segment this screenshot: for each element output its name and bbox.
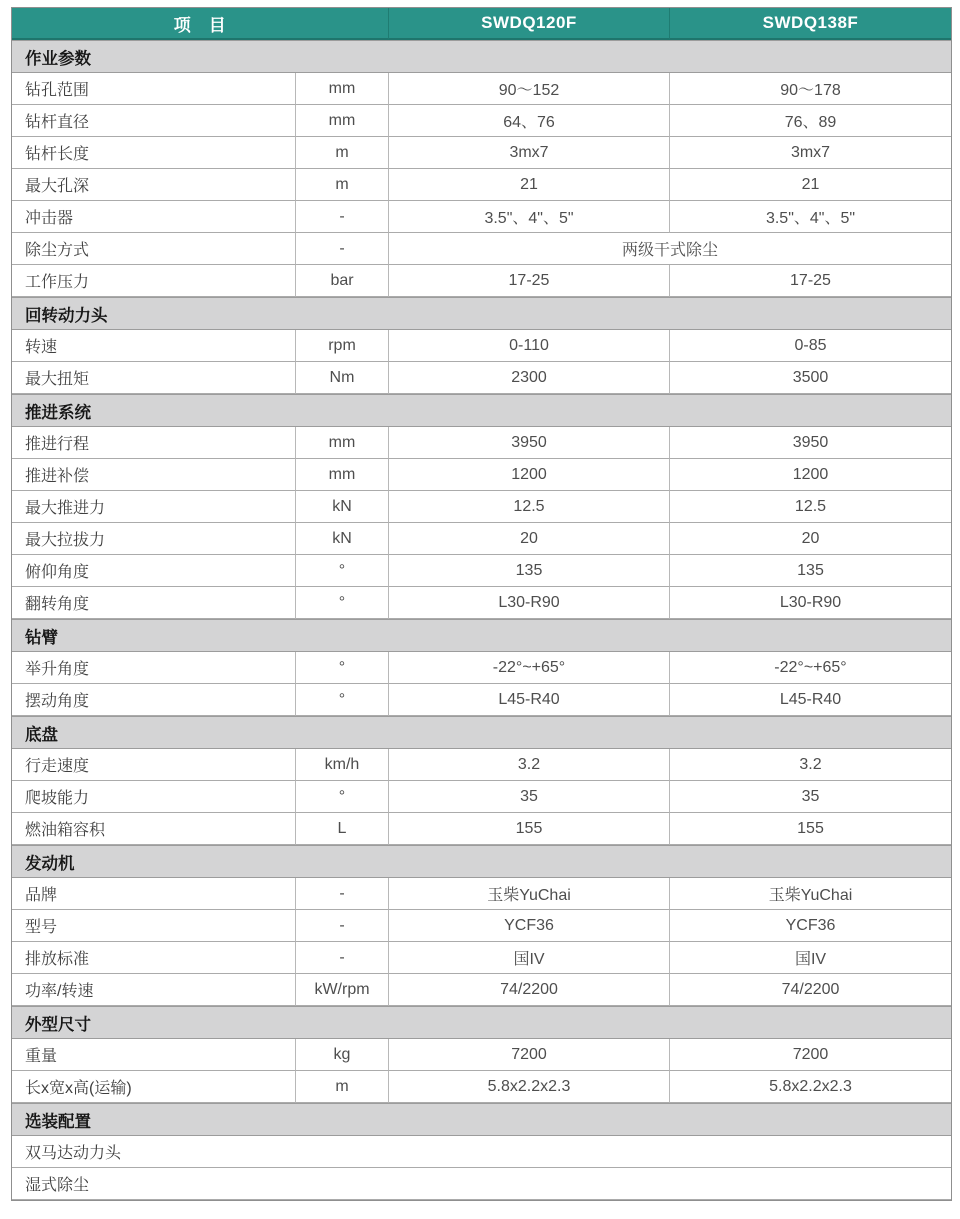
section-row <box>12 297 951 330</box>
row-value-model2: 玉柴YuChai <box>670 878 951 910</box>
row-label: 举升角度 <box>12 652 296 684</box>
row-unit: ° <box>296 781 389 813</box>
row-value-model1: 17-25 <box>389 265 670 297</box>
row-unit: kW/rpm <box>296 974 389 1006</box>
row-value-model1: 国IV <box>389 942 670 974</box>
section-row <box>12 716 951 749</box>
header-row <box>12 8 951 40</box>
spec-row <box>12 330 951 362</box>
row-label: 推进行程 <box>12 427 296 459</box>
spec-row <box>12 201 951 233</box>
row-unit: - <box>296 878 389 910</box>
row-value-model2: 3.5"、4"、5" <box>670 201 951 233</box>
row-label: 双马达动力头 <box>12 1136 951 1168</box>
section-title: 发动机 <box>12 845 951 878</box>
row-label: 最大拉拔力 <box>12 523 296 555</box>
row-label: 爬坡能力 <box>12 781 296 813</box>
row-value-model1: 玉柴YuChai <box>389 878 670 910</box>
spec-table <box>11 7 952 1201</box>
row-value-model1: 90～152 <box>389 73 670 105</box>
spec-row <box>12 813 951 845</box>
row-value-model2: 3.2 <box>670 749 951 781</box>
spec-row <box>12 362 951 394</box>
row-value-model2: 35 <box>670 781 951 813</box>
row-value-model1: 64、76 <box>389 105 670 137</box>
row-label: 最大孔深 <box>12 169 296 201</box>
spec-row <box>12 974 951 1006</box>
row-value-model1: 35 <box>389 781 670 813</box>
row-value-model1: 12.5 <box>389 491 670 523</box>
spec-row <box>12 652 951 684</box>
section-row <box>12 1006 951 1039</box>
row-value-model2: -22°~+65° <box>670 652 951 684</box>
spec-row <box>12 459 951 491</box>
section-title: 外型尺寸 <box>12 1006 951 1039</box>
spec-row <box>12 73 951 105</box>
row-value-model1: YCF36 <box>389 910 670 942</box>
row-value-model2: L45-R40 <box>670 684 951 716</box>
row-value-model2: L30-R90 <box>670 587 951 619</box>
row-unit: ° <box>296 555 389 587</box>
row-value-model2: 3950 <box>670 427 951 459</box>
row-unit: bar <box>296 265 389 297</box>
row-value-model2: 90～178 <box>670 73 951 105</box>
row-value-merged: 两级干式除尘 <box>389 233 951 265</box>
row-value-model2: 155 <box>670 813 951 845</box>
row-value-model2: 7200 <box>670 1039 951 1071</box>
section-title: 作业参数 <box>12 40 951 73</box>
row-label: 湿式除尘 <box>12 1168 951 1200</box>
row-label: 翻转角度 <box>12 587 296 619</box>
row-value-model2: 20 <box>670 523 951 555</box>
row-unit: km/h <box>296 749 389 781</box>
row-label: 重量 <box>12 1039 296 1071</box>
row-value-model1: 5.8x2.2x2.3 <box>389 1071 670 1103</box>
spec-row <box>12 491 951 523</box>
spec-row <box>12 169 951 201</box>
spec-row <box>12 523 951 555</box>
row-label: 燃油箱容积 <box>12 813 296 845</box>
spec-row <box>12 555 951 587</box>
row-value-model1: 74/2200 <box>389 974 670 1006</box>
row-value-model1: 2300 <box>389 362 670 394</box>
spec-row <box>12 1071 951 1103</box>
row-label: 摆动角度 <box>12 684 296 716</box>
row-value-model2: 74/2200 <box>670 974 951 1006</box>
row-label: 功率/转速 <box>12 974 296 1006</box>
row-value-model1: -22°~+65° <box>389 652 670 684</box>
section-row <box>12 40 951 73</box>
row-unit: - <box>296 910 389 942</box>
row-label: 俯仰角度 <box>12 555 296 587</box>
spec-table-body <box>12 40 951 1200</box>
header-model-swdq138f: SWDQ138F <box>670 8 951 40</box>
row-value-model1: 155 <box>389 813 670 845</box>
row-label: 钻杆直径 <box>12 105 296 137</box>
row-value-model1: 3mx7 <box>389 137 670 169</box>
row-value-model2: 0-85 <box>670 330 951 362</box>
row-label: 最大推进力 <box>12 491 296 523</box>
row-value-model2: 17-25 <box>670 265 951 297</box>
spec-row <box>12 684 951 716</box>
spec-row <box>12 942 951 974</box>
spec-row <box>12 265 951 297</box>
spec-row <box>12 781 951 813</box>
row-value-model2: 5.8x2.2x2.3 <box>670 1071 951 1103</box>
section-title: 钻臂 <box>12 619 951 652</box>
row-unit: ° <box>296 652 389 684</box>
row-value-model1: 1200 <box>389 459 670 491</box>
row-unit: mm <box>296 73 389 105</box>
spec-row <box>12 137 951 169</box>
section-title: 推进系统 <box>12 394 951 427</box>
row-unit: mm <box>296 427 389 459</box>
spec-row <box>12 1039 951 1071</box>
row-unit: mm <box>296 105 389 137</box>
section-title: 选装配置 <box>12 1103 951 1136</box>
section-row <box>12 394 951 427</box>
row-unit: kg <box>296 1039 389 1071</box>
section-row <box>12 1103 951 1136</box>
spec-row <box>12 910 951 942</box>
row-label: 行走速度 <box>12 749 296 781</box>
row-label: 型号 <box>12 910 296 942</box>
row-value-model2: 21 <box>670 169 951 201</box>
row-value-model2: 135 <box>670 555 951 587</box>
row-value-model2: 12.5 <box>670 491 951 523</box>
row-value-model1: 3.2 <box>389 749 670 781</box>
row-label: 工作压力 <box>12 265 296 297</box>
row-unit: - <box>296 233 389 265</box>
spec-row <box>12 427 951 459</box>
row-unit: - <box>296 942 389 974</box>
row-unit: rpm <box>296 330 389 362</box>
row-label: 排放标准 <box>12 942 296 974</box>
spec-row <box>12 1136 951 1168</box>
spec-row <box>12 878 951 910</box>
row-label: 转速 <box>12 330 296 362</box>
spec-row <box>12 233 951 265</box>
row-unit: m <box>296 169 389 201</box>
row-value-model2: 3500 <box>670 362 951 394</box>
row-label: 长x宽x高(运输) <box>12 1071 296 1103</box>
row-value-model2: 76、89 <box>670 105 951 137</box>
row-label: 推进补偿 <box>12 459 296 491</box>
section-row <box>12 619 951 652</box>
row-value-model1: L30-R90 <box>389 587 670 619</box>
spec-row <box>12 749 951 781</box>
row-unit: L <box>296 813 389 845</box>
spec-row <box>12 105 951 137</box>
row-unit: ° <box>296 684 389 716</box>
row-label: 钻杆长度 <box>12 137 296 169</box>
spec-row <box>12 1168 951 1200</box>
row-label: 品牌 <box>12 878 296 910</box>
row-value-model2: 3mx7 <box>670 137 951 169</box>
section-title: 回转动力头 <box>12 297 951 330</box>
row-unit: kN <box>296 523 389 555</box>
header-item-column: 项 目 <box>12 8 389 40</box>
row-label: 最大扭矩 <box>12 362 296 394</box>
row-unit: mm <box>296 459 389 491</box>
row-unit: kN <box>296 491 389 523</box>
header-model-swdq120f: SWDQ120F <box>389 8 670 40</box>
section-title: 底盘 <box>12 716 951 749</box>
row-value-model1: 135 <box>389 555 670 587</box>
row-value-model1: 7200 <box>389 1039 670 1071</box>
row-value-model1: L45-R40 <box>389 684 670 716</box>
row-label: 除尘方式 <box>12 233 296 265</box>
section-row <box>12 845 951 878</box>
spec-row <box>12 587 951 619</box>
row-value-model1: 21 <box>389 169 670 201</box>
row-label: 冲击器 <box>12 201 296 233</box>
row-unit: ° <box>296 587 389 619</box>
row-unit: - <box>296 201 389 233</box>
row-value-model2: 1200 <box>670 459 951 491</box>
row-value-model2: YCF36 <box>670 910 951 942</box>
row-unit: m <box>296 1071 389 1103</box>
row-value-model1: 3950 <box>389 427 670 459</box>
row-unit: Nm <box>296 362 389 394</box>
row-label: 钻孔范围 <box>12 73 296 105</box>
row-value-model1: 20 <box>389 523 670 555</box>
row-value-model1: 0-110 <box>389 330 670 362</box>
row-value-model1: 3.5"、4"、5" <box>389 201 670 233</box>
row-unit: m <box>296 137 389 169</box>
row-value-model2: 国IV <box>670 942 951 974</box>
